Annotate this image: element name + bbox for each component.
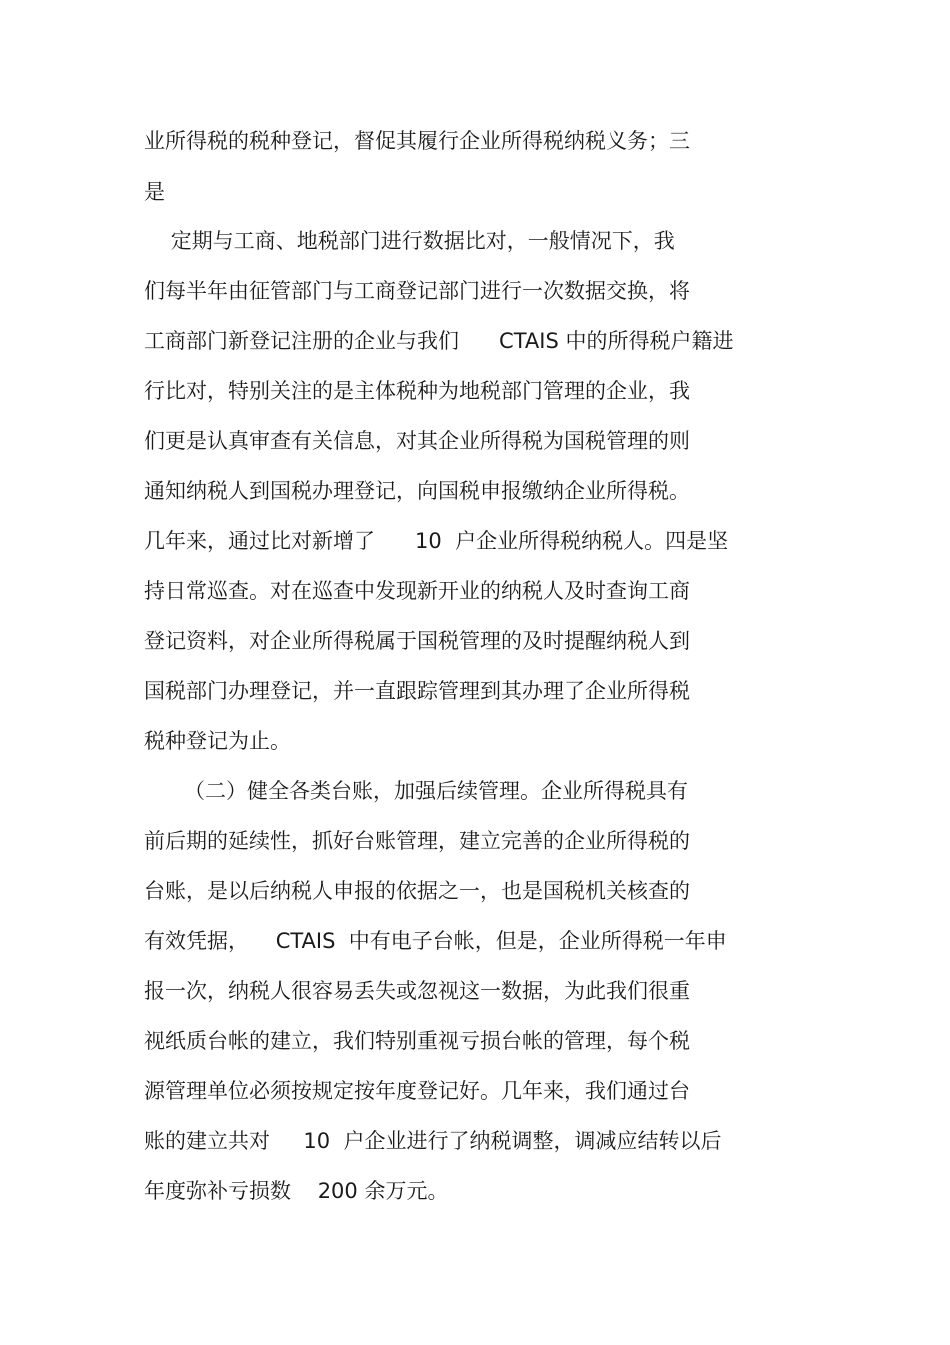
text-line: 们更是认真审查有关信息，对其企业所得税为国税管理的则	[144, 429, 690, 453]
text-line: 通知纳税人到国税办理登记，向国税申报缴纳企业所得税。	[144, 479, 690, 503]
text-line: 税种登记为止。	[144, 729, 291, 753]
text-line: 工商部门新登记注册的企业与我们 CTAIS 中的所得税户籍进	[144, 329, 734, 353]
text-line: 账的建立共对 10 户企业进行了纳税调整，调减应结转以后	[144, 1129, 722, 1153]
text-line: 视纸质台帐的建立，我们特别重视亏损台帐的管理，每个税	[144, 1029, 690, 1053]
text-line: 登记资料，对企业所得税属于国税管理的及时提醒纳税人到	[144, 629, 690, 653]
text-line: 报一次，纳税人很容易丢失或忽视这一数据，为此我们很重	[144, 979, 690, 1003]
text-line: 持日常巡查。对在巡查中发现新开业的纳税人及时查询工商	[144, 579, 690, 603]
text-line: 源管理单位必须按规定按年度登记好。几年来，我们通过台	[144, 1079, 690, 1103]
text-line: 是	[144, 180, 165, 204]
text-line: 业所得税的税种登记，督促其履行企业所得税纳税义务；三	[144, 129, 690, 153]
text-line: 行比对，特别关注的是主体税种为地税部门管理的企业，我	[144, 379, 690, 403]
text-line: 有效凭据， CTAIS 中有电子台帐，但是，企业所得税一年申	[144, 929, 727, 953]
text-line: （二）健全各类台账，加强后续管理。企业所得税具有	[144, 779, 689, 803]
text-line: 国税部门办理登记，并一直跟踪管理到其办理了企业所得税	[144, 679, 690, 703]
text-line: 几年来，通过比对新增了 10 户企业所得税纳税人。四是坚	[144, 529, 729, 553]
text-line: 年度弥补亏损数 200 余万元。	[144, 1179, 449, 1203]
text-line: 前后期的延续性，抓好台账管理，建立完善的企业所得税的	[144, 829, 690, 853]
text-line: 定期与工商、地税部门进行数据比对，一般情况下，我	[144, 229, 675, 253]
text-line: 台账，是以后纳税人申报的依据之一，也是国税机关核查的	[144, 879, 690, 903]
text-line: 们每半年由征管部门与工商登记部门进行一次数据交换，将	[144, 279, 690, 303]
